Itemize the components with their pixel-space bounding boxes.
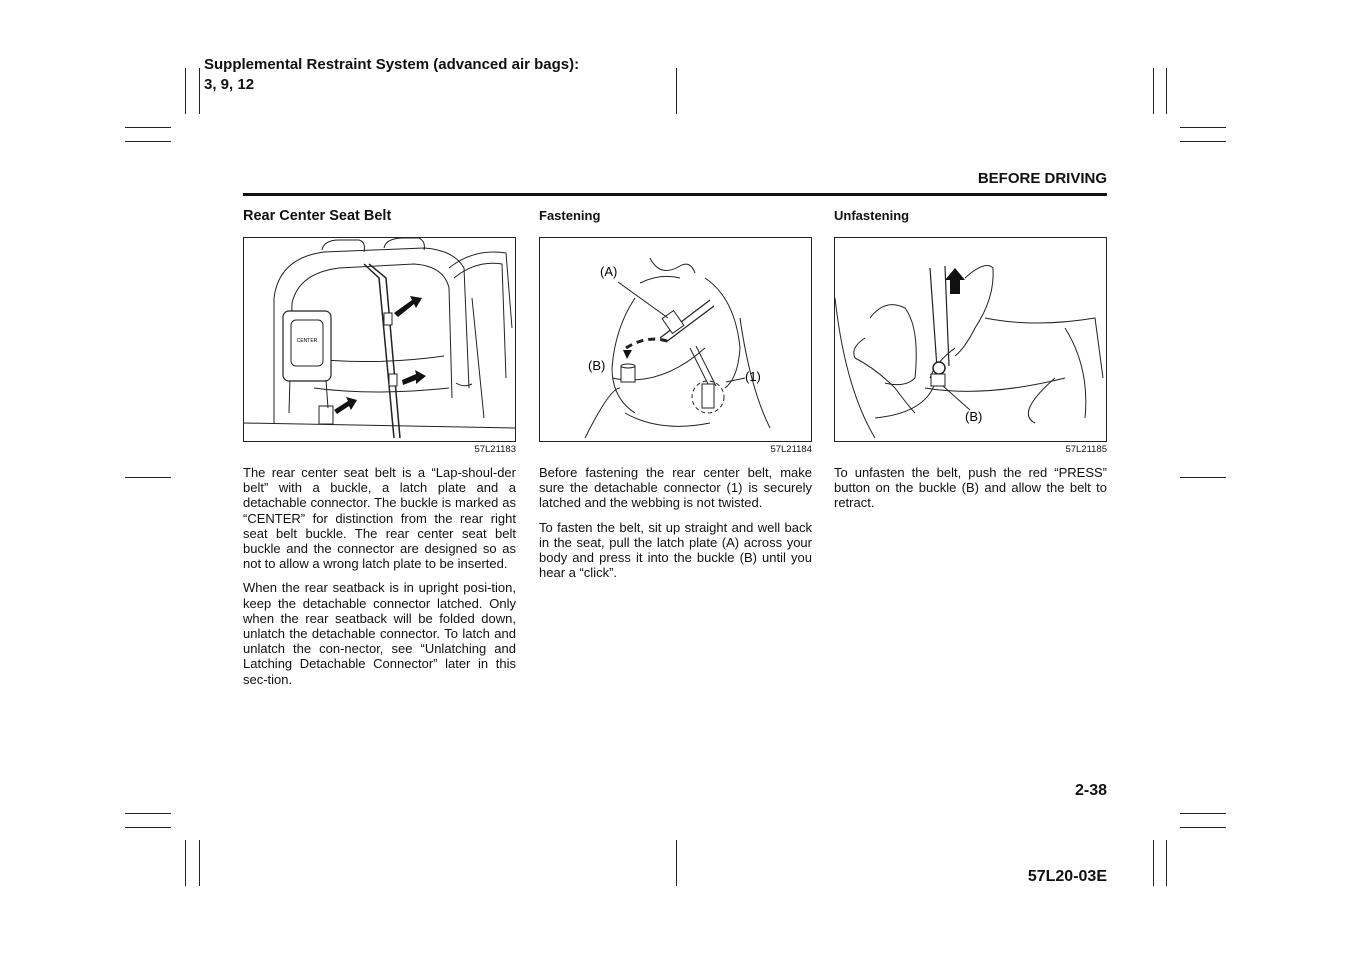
crop-mark	[1166, 840, 1167, 886]
top-note	[204, 55, 579, 95]
crop-mark	[1180, 141, 1226, 142]
crop-mark	[125, 827, 171, 828]
page-number: 2-38	[1074, 782, 1107, 799]
figure-unfastening	[834, 237, 1107, 442]
crop-mark	[1166, 68, 1167, 114]
column-unfastening	[834, 208, 1107, 520]
heading-fastening: Fastening	[539, 208, 601, 223]
paragraph: Before fastening the rear center belt, make sure the detachable connector (1) is securely latched and the webbing is not twisted.	[539, 465, 812, 511]
crop-mark	[1180, 127, 1226, 128]
crop-mark	[125, 813, 171, 814]
crop-mark	[1180, 827, 1226, 828]
column-rear-center-seat-belt	[243, 208, 516, 696]
callout-b: (B)	[588, 358, 606, 373]
paragraph: To unfasten the belt, push the red “PRESS” button on the buckle (B) and allow the belt to retract.	[834, 465, 1107, 511]
callout-a: (A)	[600, 264, 618, 279]
callout-b: (B)	[965, 409, 983, 424]
document-code: 57L20-03E	[1027, 868, 1107, 885]
figure-code: 57L21185	[1065, 444, 1107, 455]
crop-mark	[125, 141, 171, 142]
crop-mark	[185, 840, 186, 886]
header-rule	[243, 193, 1107, 196]
figure-fastening	[539, 237, 812, 442]
figure-rear-seat	[243, 237, 516, 442]
crop-mark	[199, 840, 200, 886]
crop-mark	[199, 68, 200, 114]
figure-code: 57L21184	[770, 444, 812, 455]
callout-1: (1)	[745, 369, 761, 384]
crop-mark	[125, 477, 171, 478]
rear-seat-illustration	[244, 238, 515, 441]
body-text	[539, 465, 812, 580]
center-label: CENTER	[296, 338, 318, 344]
crop-mark	[1180, 477, 1226, 478]
top-note-line2: 3, 9, 12	[204, 76, 255, 93]
unfastening-illustration	[835, 238, 1106, 441]
crop-mark	[676, 840, 677, 886]
section-title: BEFORE DRIVING	[977, 170, 1107, 187]
crop-mark	[1153, 68, 1154, 114]
top-note-line1: Supplemental Restraint System (advanced air bags):	[204, 56, 580, 73]
fastening-illustration	[540, 238, 811, 441]
body-text	[834, 465, 1107, 511]
column-fastening	[539, 208, 812, 589]
paragraph: To fasten the belt, sit up straight and well back in the seat, pull the latch plate (A) across your body and press it into the buckle (B) until you hear a “click”.	[539, 519, 812, 581]
paragraph: The rear center seat belt is a “Lap-shoul-der belt” with a buckle, a latch plate and a detachable connector. The buckle is marked as “CENTER” for distinction from the rear right seat belt buckle. The rear center seat belt buckle and the connector are designed so as not to allow a wrong latch plate to be inserted.	[243, 465, 516, 572]
paragraph: When the rear seatback is in upright posi-tion, keep the detachable connector latched. Only when the rear seatback will be folded down, unlatch the detachable connector. To latch and unlatch the con-nector, see “Unlatching and Latching Detachable Connector” later in this sec-tion.	[243, 580, 516, 687]
body-text	[243, 465, 516, 687]
heading-rear-center-seat-belt: Rear Center Seat Belt	[243, 208, 392, 224]
crop-mark	[1153, 840, 1154, 886]
heading-unfastening: Unfastening	[834, 208, 910, 223]
crop-mark	[676, 68, 677, 114]
crop-mark	[185, 68, 186, 114]
figure-code: 57L21183	[474, 444, 516, 455]
crop-mark	[1180, 813, 1226, 814]
crop-mark	[125, 127, 171, 128]
